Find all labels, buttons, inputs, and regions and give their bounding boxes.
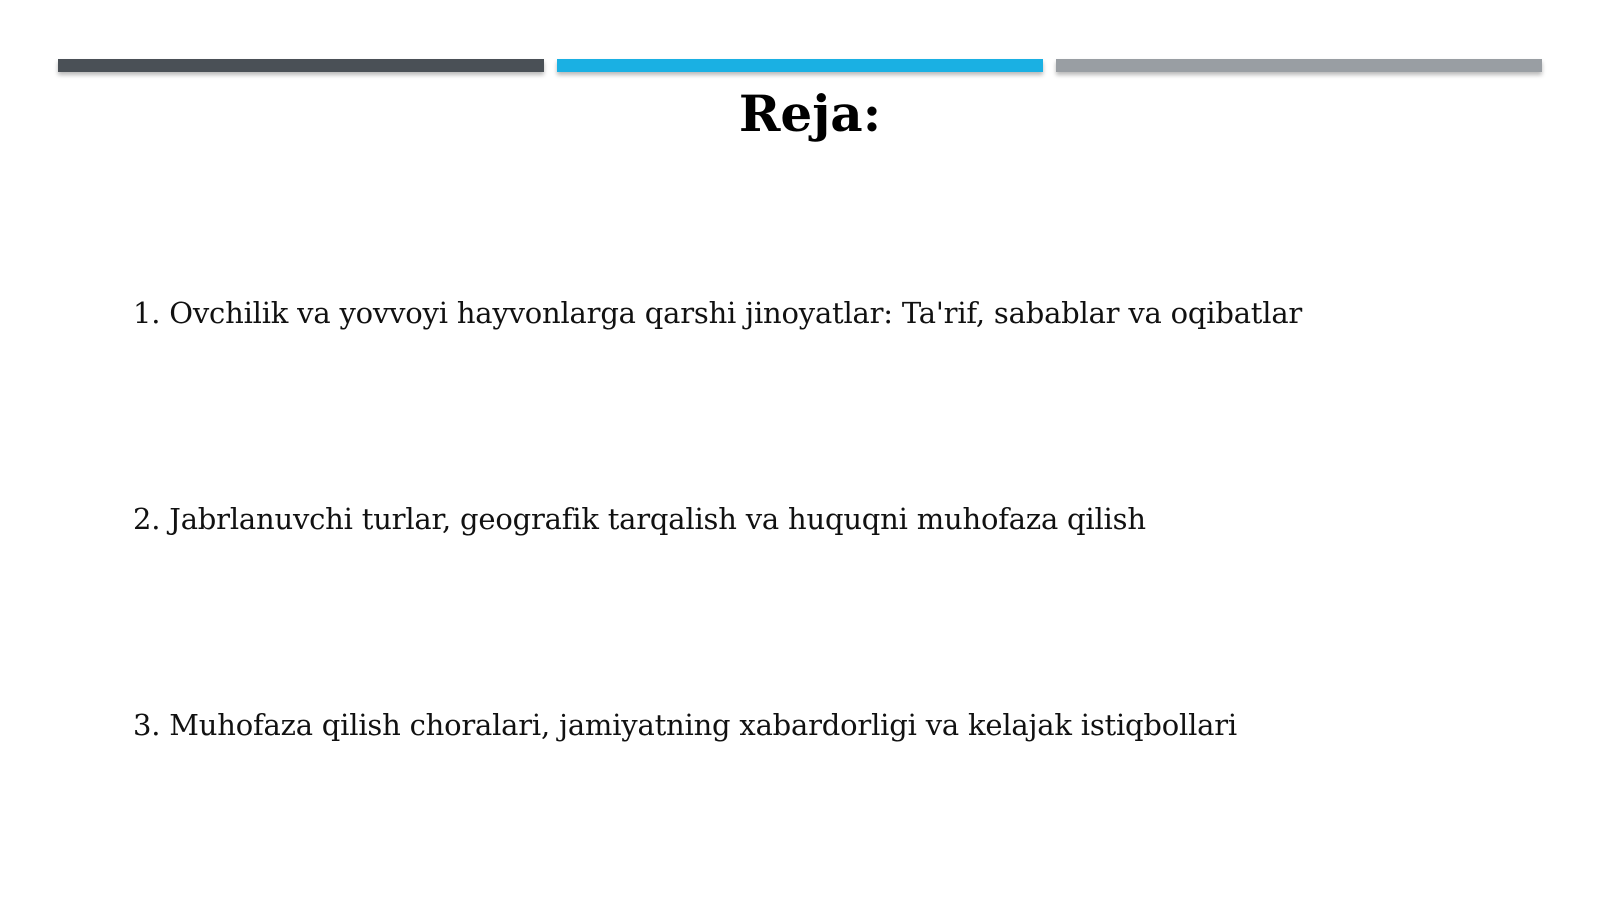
accent-bar-blue xyxy=(557,59,1043,72)
plan-item-3: 3. Muhofaza qilish choralari, jamiyatning xabardorligi va kelajak istiqbollari xyxy=(133,708,1238,742)
accent-bar-dark xyxy=(58,59,544,72)
plan-item-2: 2. Jabrlanuvchi turlar, geografik tarqalish va huquqni muhofaza qilish xyxy=(133,502,1146,536)
slide-title: Reja: xyxy=(738,84,882,143)
accent-bar-gray xyxy=(1056,59,1542,72)
plan-item-1: 1. Ovchilik va yovvoyi hayvonlarga qarshi jinoyatlar: Ta'rif, sabablar va oqibatlar xyxy=(133,296,1303,330)
